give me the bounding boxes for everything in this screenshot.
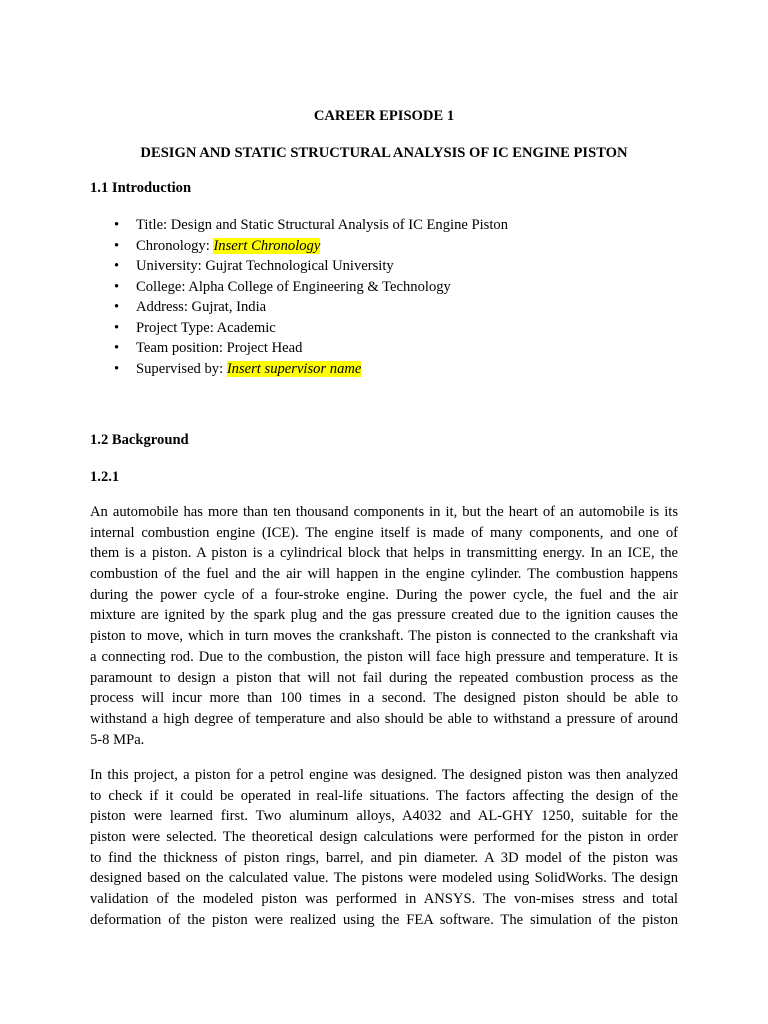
paragraph-line: internal combustion engine (ICE). The engine itself is made of many components, and one of — [90, 524, 678, 541]
paragraph-line: mixture are ignited by the spark plug and the gas pressure created due to the ignition causes the — [90, 607, 678, 624]
paragraph-line: designed based on the calculated value. The pistons were modeled using SolidWorks. The design — [90, 870, 678, 887]
item-label: Title: — [136, 217, 171, 233]
item-label: Supervised by: — [136, 360, 227, 377]
section-heading-background: 1.2 Background — [90, 432, 189, 448]
highlighted-placeholder: Insert Chronology — [213, 237, 321, 254]
paragraph-2 — [90, 765, 678, 931]
paragraph-line: paramount to design a piston that will not fail during the repeated combustion process as the — [90, 669, 678, 686]
paragraph-line: An automobile has more than ten thousand components in it, but the heart of an automobile is its — [90, 504, 678, 520]
episode-title: CAREER EPISODE 1 — [313, 108, 455, 124]
paragraph-line: piston were learned first. Two aluminum alloys, A4032 and AL-GHY 1250, suitable for the — [90, 808, 678, 825]
section-heading-introduction: 1.1 Introduction — [90, 180, 192, 196]
paragraph-line: piston were selected. The theoretical design calculations were performed for the piston in order — [90, 829, 678, 846]
list-item — [90, 359, 508, 380]
paragraph-line: process will incur more than 100 times in a second. The designed piston should be able to — [90, 690, 678, 707]
item-value: Project Head — [226, 340, 303, 356]
paragraph-line: validation of the modeled piston was performed in ANSYS. The von-mises stress and total — [90, 891, 678, 908]
item-value: Design and Static Structural Analysis of IC Engine Piston — [170, 217, 508, 233]
list-item — [90, 277, 508, 298]
item-value: Academic — [216, 319, 276, 336]
paragraph-line: piston to move, which in turn moves the crankshaft. The piston is connected to the crankshaft via — [90, 628, 678, 645]
paragraph-line: In this project, a piston for a petrol engine was designed. The designed piston was then analyzed — [90, 767, 678, 783]
item-label: Team position: — [136, 340, 227, 356]
introduction-list — [90, 215, 508, 379]
item-label: Address: — [136, 299, 192, 315]
item-label: Project Type: — [136, 319, 217, 336]
paragraph-line: 5-8 MPa. — [90, 731, 145, 748]
highlighted-placeholder: Insert supervisor name — [226, 360, 362, 377]
paragraph-1 — [90, 502, 678, 750]
item-value: Gujrat, India — [191, 299, 267, 315]
paragraph-line: during the power cycle of a four-stroke engine. During the power cycle, the fuel and the air — [90, 586, 678, 603]
list-item — [90, 215, 508, 236]
item-label: College: — [136, 278, 189, 295]
subsection-heading: 1.2.1 — [90, 469, 120, 485]
item-label: University: — [136, 258, 206, 274]
item-value: Alpha College of Engineering & Technology — [188, 278, 451, 295]
list-item — [90, 236, 508, 257]
paragraph-line: a connecting rod. Due to the combustion, the piston will face high pressure and temperature. It is — [90, 648, 678, 665]
list-item — [90, 256, 508, 277]
paragraph-line: to find the thickness of piston rings, barrel, and pin diameter. A 3D model of the piston was — [90, 849, 678, 866]
item-label: Chronology: — [136, 237, 214, 254]
paragraph-line: them is a piston. A piston is a cylindrical block that helps in transmitting energy. In an ICE, the — [90, 545, 678, 562]
paragraph-line: combustion of the fuel and the air will happen in the engine cylinder. The combustion happens — [90, 566, 678, 583]
project-title: DESIGN AND STATIC STRUCTURAL ANALYSIS OF IC ENGINE PISTON — [140, 145, 628, 161]
item-value: Gujrat Technological University — [205, 258, 394, 274]
paragraph-line: to check if it could be operated in real-life situations. The factors affecting the design of the — [90, 787, 678, 804]
paragraph-line: withstand a high degree of temperature and also should be able to withstand a pressure of around — [90, 710, 678, 727]
list-item — [90, 318, 508, 339]
list-item — [90, 338, 508, 359]
list-item — [90, 297, 508, 318]
paragraph-line: deformation of the piston were realized using the FEA software. The simulation of the piston — [90, 911, 678, 928]
